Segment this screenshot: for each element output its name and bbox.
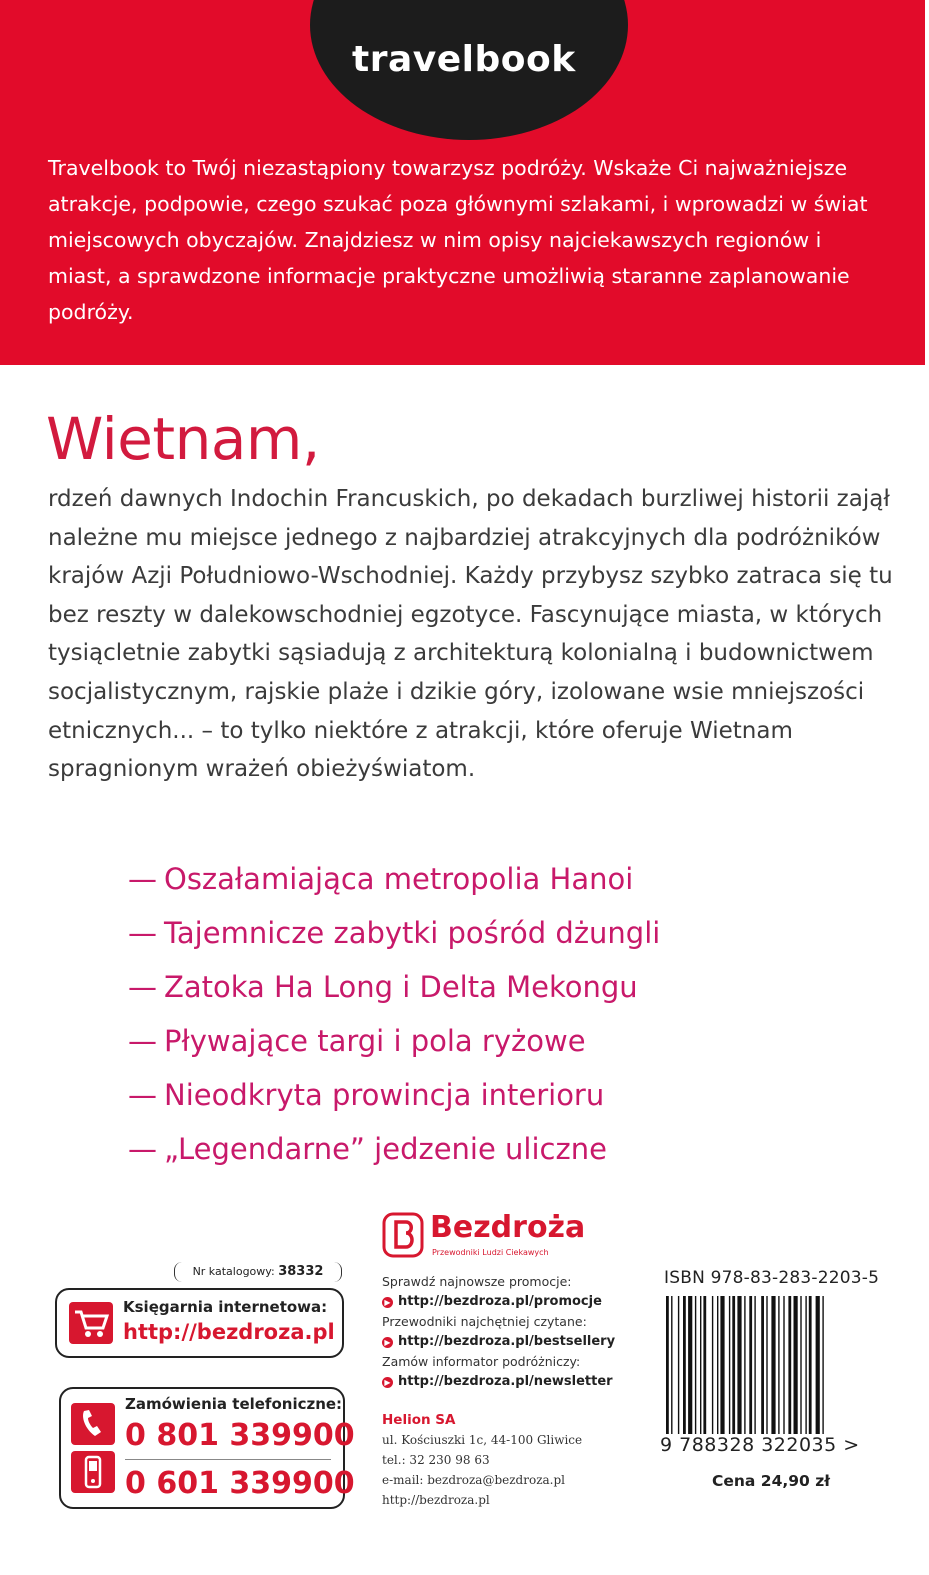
promo-links: Sprawdź najnowsze promocje: ▶ http://bezdroza.pl/promocje Przewodniki najchętniej czytane: ▶ http://bezdroza.pl/bestsellery Zamów informator podróżniczy: ▶ http://bezdroza.pl/newsletter bbox=[382, 1272, 652, 1392]
newsletter-link[interactable]: ▶ http://bezdroza.pl/newsletter bbox=[382, 1372, 652, 1392]
landline-number[interactable]: 0 801 339900 bbox=[125, 1418, 355, 1453]
publisher-email[interactable]: e-mail: bezdroza@bezdroza.pl bbox=[382, 1473, 566, 1487]
publisher-name: Helion SA bbox=[382, 1412, 456, 1428]
barcode-digits: 9 788328 322035 > bbox=[660, 1434, 860, 1456]
list-item: — Pływające targi i pola ryżowe bbox=[128, 1014, 660, 1068]
mobile-phone-icon bbox=[71, 1451, 115, 1493]
divider bbox=[125, 1459, 331, 1460]
promo-link[interactable]: ▶ http://bezdroza.pl/promocje bbox=[382, 1292, 652, 1312]
dash-icon: — bbox=[128, 1132, 157, 1166]
dash-icon: — bbox=[128, 970, 157, 1004]
publisher-phone: tel.: 32 230 98 63 bbox=[382, 1453, 490, 1467]
list-item: — Oszałamiająca metropolia Hanoi bbox=[128, 852, 660, 906]
shop-link[interactable]: http://bezdroza.pl bbox=[123, 1320, 335, 1344]
price: Cena 24,90 zł bbox=[712, 1472, 830, 1490]
dash-icon: — bbox=[128, 916, 157, 950]
mobile-number[interactable]: 0 601 339900 bbox=[125, 1466, 355, 1501]
dash-icon: — bbox=[128, 862, 157, 896]
bestsellers-link[interactable]: ▶ http://bezdroza.pl/bestsellery bbox=[382, 1332, 652, 1352]
page-title: Wietnam, bbox=[46, 405, 320, 473]
barcode-icon bbox=[664, 1296, 878, 1434]
description-text: rdzeń dawnych Indochin Francuskich, po dekadach burzliwej historii zajął należne mu miejsce jednego z najbardziej atrakcyjnych dla podróżników krajów Azji Południowo-Wschodniej. Każdy przybysz szybko zatraca się tu bez reszty w dalekowschodniej egzotyce. Fascynujące miasta, w których tysiącletnie zabytki sąsiadują z architekturą kolonialną i budownictwem socjalistycznym, rajskie plaże i dzikie góry, izolowane wsie mniejszości etnicznych... – to tylko niektóre z atrakcji, które oferuje Wietnam spragnionym wrażeń obieżyświatom. bbox=[48, 486, 893, 783]
logo-text: travelbook bbox=[352, 39, 576, 80]
list-item: — „Legendarne” jedzenie uliczne bbox=[128, 1122, 660, 1176]
arrow-right-icon: ▶ bbox=[382, 1297, 393, 1308]
shop-label: Księgarnia internetowa: bbox=[123, 1298, 328, 1316]
publisher-website[interactable]: http://bezdroza.pl bbox=[382, 1493, 490, 1507]
phone-orders-box bbox=[59, 1387, 355, 1509]
bezdroza-logo-icon bbox=[382, 1212, 424, 1258]
isbn: ISBN 978-83-283-2203-5 bbox=[664, 1268, 880, 1288]
arrow-right-icon: ▶ bbox=[382, 1377, 393, 1388]
bezdroza-logo-text: Bezdroża bbox=[430, 1210, 586, 1245]
list-item: — Tajemnicze zabytki pośród dżungli bbox=[128, 906, 660, 960]
publisher-info bbox=[382, 1410, 642, 1510]
bezdroza-tagline: Przewodniki Ludzi Ciekawych bbox=[432, 1248, 549, 1257]
intro-text: Travelbook to Twój niezastąpiony towarzysz podróży. Wskaże Ci najważniejsze atrakcje, podpowie, czego szukać poza głównymi szlakami, i wprowadzi w świat miejscowych obyczajów. Znajdziesz w nim opisy najciekawszych regionów i miast, a sprawdzone informacje praktyczne umożliwią staranne zaplanowanie podróży. bbox=[48, 156, 868, 324]
dash-icon: — bbox=[128, 1078, 157, 1112]
list-item: — Zatoka Ha Long i Delta Mekongu bbox=[128, 960, 660, 1014]
online-shop-box[interactable] bbox=[55, 1288, 344, 1358]
catalog-number: Nr katalogowy: 38332 bbox=[174, 1262, 342, 1282]
list-item: — Nieodkryta prowincja interioru bbox=[128, 1068, 660, 1122]
highlights-list bbox=[128, 852, 660, 1176]
phone-icon bbox=[71, 1403, 115, 1445]
phone-label: Zamówienia telefoniczne: bbox=[125, 1395, 343, 1413]
travelbook-logo bbox=[352, 36, 576, 84]
dash-icon: — bbox=[128, 1024, 157, 1058]
header-band bbox=[0, 0, 925, 365]
publisher-address: ul. Kościuszki 1c, 44-100 Gliwice bbox=[382, 1433, 583, 1447]
arrow-right-icon: ▶ bbox=[382, 1337, 393, 1348]
shopping-cart-icon bbox=[69, 1302, 113, 1344]
